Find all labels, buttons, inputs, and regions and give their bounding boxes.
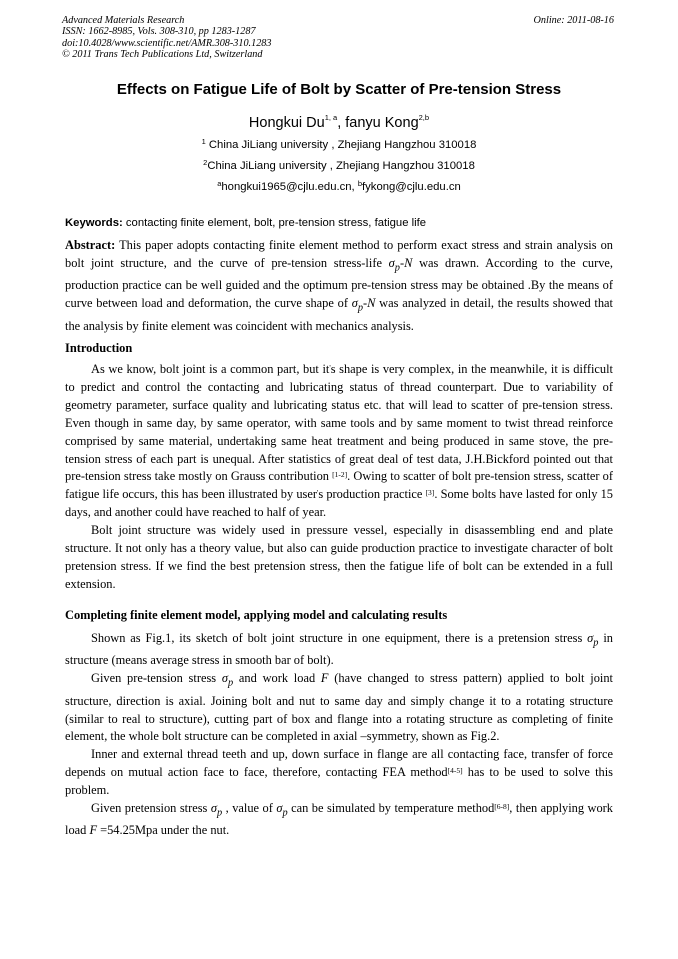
copyright-line: © 2011 Trans Tech Publications Ltd, Switzerland (62, 48, 263, 60)
text: . Owing to scatter of bolt pre-tension stress, scatter of fatigue life occurs, this has been illustrated by user (65, 469, 613, 502)
sigma-symbol: σ (388, 255, 395, 270)
sigma-symbol: σ (351, 296, 358, 311)
text: in structure (means average stress in smooth bar of bolt). (65, 631, 613, 668)
text: Inner and external thread teeth and up, down surface in flange are all contacting face, transfer of force depends on mutual action face to face, therefore, contacting FEA method (65, 747, 613, 780)
f-symbol: F (89, 823, 98, 838)
keywords-text: contacting finite element, bolt, pre-tension stress, fatigue life (122, 217, 427, 229)
sigma-symbol: σ (587, 631, 594, 645)
affil-text: China JiLiang university , Zhejiang Hangzhou 310018 (207, 160, 475, 172)
sigma-subscript: p (282, 807, 288, 819)
sigma-symbol: σ (210, 801, 217, 816)
paragraph (65, 670, 613, 746)
abstract (65, 237, 613, 335)
sigma-symbol: σ (276, 801, 283, 816)
online-date: Online: 2011-08-16 (533, 15, 614, 26)
citation: [4-5] (447, 766, 463, 776)
author-affil-marker: 2,b (418, 113, 430, 122)
sigma-subscript: p (593, 637, 599, 649)
sigma-subscript: p (227, 677, 234, 689)
paragraph (65, 630, 613, 670)
text: As we know, bolt joint is a common part, but it (91, 362, 330, 376)
apostrophe: ' (317, 488, 319, 498)
f-symbol: F (320, 671, 329, 686)
sigma-subscript: p (217, 807, 223, 819)
text: has to be used to solve this problem. (65, 765, 613, 798)
citation: [6-8] (494, 802, 510, 812)
text: s production practice (318, 487, 426, 502)
affil-marker: 2 (203, 158, 208, 167)
keywords (65, 217, 426, 229)
issn-line: ISSN: 1662-8985, Vols. 308-310, pp 1283-1287 (62, 26, 256, 38)
email-marker: a (217, 179, 222, 188)
abstract-text: was analyzed in detail, the results showed that the analysis by finite element was coincident with mechanics analysis. (65, 296, 613, 333)
sigma-subscript: p (394, 262, 400, 274)
affil-text: China JiLiang university , Zhejiang Hangzhou 310018 (205, 139, 477, 151)
email-line (0, 181, 678, 193)
abstract-label: Abstract: (65, 238, 116, 252)
journal-name: Advanced Materials Research (62, 15, 185, 26)
author-name: fanyu Kong (345, 115, 419, 131)
text: can be simulated by temperature method (287, 801, 495, 816)
abstract-text: This paper adopts contacting finite element method to perform exact stress and strain analysis on bolt joint structure, and the curve of pre-tension stress-life (65, 238, 613, 270)
text: and work load (233, 671, 321, 686)
paragraph (65, 800, 613, 840)
email-marker: b (357, 179, 363, 188)
abstract-text: was drawn. According to the curve, production practice can be well guided and the optimum pre-tension stress may be obtained .By the means of curve between load and deformation, the curve shape of (65, 255, 613, 311)
paragraph (65, 746, 613, 800)
text: (have changed to stress pattern) applied to bolt joint structure, direction is axial. Joining bolt and nut to same day and simply change it to a rotating structure (similar to real to structure), cutting part of box and flange into a rotating structure as completing of finite element, the whole bolt structure can be completed in axial –symmetry, shown as Fig.2. (65, 671, 613, 744)
author-separator: , (337, 115, 346, 131)
author-name: Hongkui Du (248, 115, 325, 131)
keywords-label: Keywords: (65, 217, 123, 229)
text: Given pretension stress (91, 801, 211, 816)
text: , value of (222, 801, 277, 816)
text: . Some bolts have lasted for only 15 days, and another could have reached to half of year. (65, 487, 613, 520)
section2-body (65, 630, 613, 840)
n-symbol: -N (399, 255, 413, 270)
paper-title: Effects on Fatigue Life of Bolt by Scatter of Pre-tension Stress (116, 81, 562, 98)
journal-header (62, 15, 614, 60)
email-link[interactable]: hongkui1965@cjlu.edu.cn, (221, 181, 358, 193)
text: =54.25Mpa under the nut. (97, 823, 230, 838)
text: , then applying work load (65, 801, 613, 838)
sigma-subscript: p (357, 302, 364, 314)
author-line (0, 115, 678, 131)
text: s shape is very complex, in the meanwhile, it is difficult to predict and control the contacting and lubricating status of thread counterpart. Due to variability of geometry parameter, surface quality and lubricating status etc. that will lead to scatter of pre-tension stress. Even though in same day, by same operator, with same tools and by same moment to twist thread reinforce comprised by same material, undertaking same heat treatment and being produced in same stove, the pre-tension stress of each part is unequal. After statistics of great deal of test data, J.H.Bickford pointed out that pre-tension stress take mostly on Grauss contribution (65, 362, 613, 484)
intro-body (65, 361, 613, 594)
section-heading: Introduction (65, 341, 133, 355)
n-symbol: -N (363, 296, 376, 311)
affil-marker: 1 (201, 137, 206, 146)
citation: [3] (425, 488, 435, 498)
doi-line: doi:10.4028/www.scientific.net/AMR.308-310.1283 (62, 37, 272, 49)
sigma-symbol: σ (221, 671, 228, 686)
paragraph: Bolt joint structure was widely used in pressure vessel, especially in disassembling end and plate structure. It not only has a theory value, but also can guide production practice to investigate character of bolt pretension stress. If we find the best pretension stress, then the fatigue life of bolt can be extended in a full extension. (65, 523, 613, 591)
apostrophe: ' (329, 363, 331, 372)
affiliation-2 (0, 160, 678, 172)
affiliation-1 (0, 139, 678, 151)
text: Given pre-tension stress (91, 671, 222, 686)
section-heading: Completing finite element model, applying model and calculating results (65, 608, 448, 622)
text: Shown as Fig.1, its sketch of bolt joint structure in one equipment, there is a pretension stress (91, 631, 588, 645)
author-affil-marker: 1, a (324, 113, 338, 122)
citation: [1-2] (332, 470, 348, 480)
paragraph (65, 361, 613, 522)
email-link[interactable]: fykong@cjlu.edu.cn (362, 181, 461, 193)
